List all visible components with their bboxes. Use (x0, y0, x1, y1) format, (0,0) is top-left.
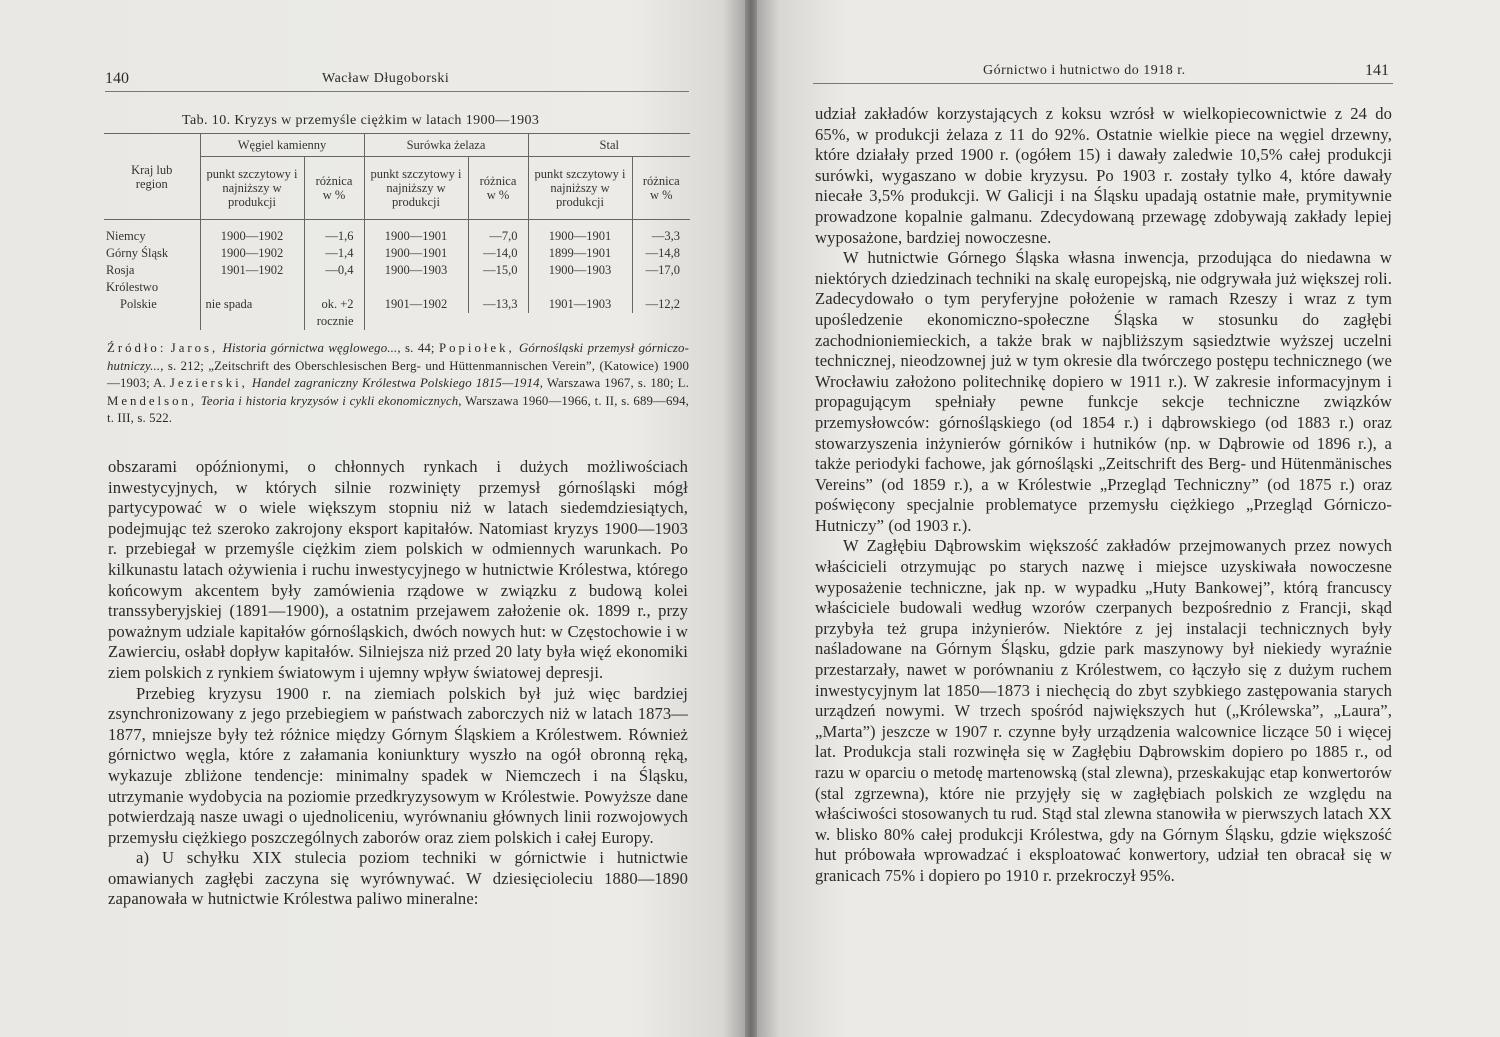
source-text: , s. 44; (397, 341, 435, 355)
table-cell (528, 279, 632, 296)
table-cell: 1900—1901 (528, 220, 632, 246)
table-cell: 1900—1902 (200, 245, 304, 262)
table-cell: 1900—1901 (364, 220, 468, 246)
table-cell: 1901—1902 (364, 296, 468, 313)
paragraph: W Zagłębiu Dąbrowskim większość zakładów przejmowanych przez nowych właścicieli otrzymując po starych nazwę i miejsce uzyskiwała nowoczesne wyposażenie techniczne, jak np. w wypadku „Huty Bankowej”, którą francuscy właściciele budowali według wzorów czerpanych bezpośrednio z Francji, skąd przybyła też grupa inżynierów. Niektóre z jej instalacji technicznych były naśladowane na Górnym Śląsku, gdzie park maszynowy był niekiedy wyraźnie przestarzały, nawet w porównaniu z Królestwem, co łączyło się z dużym ruchem inwestycyjnym lat 1850—1873 i niechęcią do zbyt szybkiego zastępowania starych urządzeń nowymi. W trzech spośród największych hut („Królewska”, „Laura”, „Marta”) jeszcze w 1907 r. czynne były urządzenia walcownice liczące 50 i więcej lat. Produkcja stali rozwinęła się w Zagłębiu Dąbrowskim dopiero po 1885 r., od razu w oparciu o metodę martenowską (stal zlewna), przeskakując etap konwertorów (stal zgrzewna), które nie przyjęły się w zagłębiach polskich ze względu na właściwości stosowanych tu rud. Stąd stal zlewna stanowiła w pierwszych latach XX w. blisko 80% całej produkcji Królestwa, gdy na Górnym Śląsku, gdzie większość hut próbowała wprowadzać i eksploatować konwertory, udział ten obracał się w granicach 75% i dopiero po 1910 r. przekroczył 95%. (815, 536, 1392, 885)
source-title: Teoria i historia kryzysów i cykli ekonomicznych, (200, 393, 462, 408)
row-region: Górny Śląsk (106, 246, 169, 260)
table-cell: —1,4 (304, 245, 364, 262)
table-cell (632, 279, 690, 296)
table-cell: —7,0 (468, 220, 528, 246)
table-source-note (107, 340, 689, 428)
table-cell: ok. +2 (304, 296, 364, 313)
sub-header-peak-coal: punkt szczytowy i najniższy w produkcji (200, 157, 304, 220)
table-cell: 1900—1902 (200, 220, 304, 246)
row-region: Niemcy (106, 229, 146, 243)
col-header-region: Kraj lub region (104, 134, 200, 220)
table-row (104, 262, 690, 279)
table-row (104, 220, 690, 246)
table-cell (364, 313, 468, 330)
table-cell: rocznie (304, 313, 364, 330)
source-text: , s. 212; „Zeitschrift des Oberschlesischen Berg- und Hüttenmannischen Verein”, (Katowice) 1900—1903; A. (107, 358, 689, 391)
table-cell: —3,3 (632, 220, 690, 246)
table-cell: —13,3 (468, 296, 528, 313)
table-cell: 1900—1903 (364, 262, 468, 279)
table-cell (200, 279, 304, 296)
sub-header-peak-iron: punkt szczytowy i najniższy w produkcji (364, 157, 468, 220)
right-body-text (815, 104, 1392, 887)
sub-header-diff-iron: różnica w % (468, 157, 528, 220)
table-cell (528, 313, 632, 330)
right-head-rule (813, 83, 1393, 84)
table-cell (104, 313, 200, 330)
table-cell: —0,4 (304, 262, 364, 279)
table-cell: —14,8 (632, 245, 690, 262)
sub-header-diff-steel: różnica w % (632, 157, 690, 220)
table-cell (632, 313, 690, 330)
source-author: Popiołek, (438, 341, 515, 355)
book-gutter (745, 0, 757, 1037)
table-title: Tab. 10. Kryzys w przemyśle ciężkim w latach 1900—1903 (182, 113, 540, 128)
table-cell: —17,0 (632, 262, 690, 279)
table-cell (468, 313, 528, 330)
table-row (104, 279, 690, 296)
source-text: Warszawa 1967, s. 180; L. (546, 376, 689, 391)
table-row (104, 313, 690, 330)
sub-header-peak-steel: punkt szczytowy i najniższy w produkcji (528, 157, 632, 220)
table-cell: —1,6 (304, 220, 364, 246)
source-title: Handel zagraniczny Królestwa Polskiego 1815—1914, (251, 376, 544, 391)
table-cell: 1901—1902 (200, 262, 304, 279)
table-cell: —15,0 (468, 262, 528, 279)
row-region: Rosja (106, 263, 135, 277)
paragraph: a) U schyłku XIX stulecia poziom techniki w górnictwie i hutnictwie omawianych zagłębi zaczyna się wyrównywać. W dziesięcioleciu 1880—1890 zapanowała w hutnictwie Królestwa paliwo mineralne: (108, 848, 688, 909)
right-page (757, 0, 1500, 1037)
paragraph: udział zakładów korzystających z koksu wzrósł w wielkopiecownictwie z 24 do 65%, w produkcji żelaza z 11 do 92%. Ostatnie wielkie piece na węgiel drzewny, które działały przed 1900 r. (ogółem 15) i dawały zaledwie 10,5% całej produkcji surówki, wygaszano w dobie kryzysu. Po 1903 r. zostały tylko 4, które dawały niecałe 3,5% produkcji. W Galicji i na Śląsku upadają ostatnie małe, prymitywnie prowadzone kopalnie galmanu. Zdecydowaną przewagę zdobywają zakłady lepiej wyposażone, bardziej nowoczesne. (815, 104, 1392, 247)
table-cell (468, 279, 528, 296)
left-page-number: 140 (105, 70, 129, 87)
right-page-number: 141 (1365, 62, 1389, 79)
table-row (104, 245, 690, 262)
table-cell: 1901—1903 (528, 296, 632, 313)
left-running-head: Wacław Długoborski (322, 71, 450, 86)
table-cell: 1900—1901 (364, 245, 468, 262)
table-cell: nie spada (200, 296, 304, 313)
source-label: Źródło: (107, 341, 167, 355)
paragraph: W hutnictwie Górnego Śląska własna inwencja, przodująca do niedawna w niektórych dziedzinach techniki na skalę europejską, nie odgrywała już większej roli. Zadecydowało o tym peryferyjne położenie w ramach Rzeszy i wraz z tym upośledzenie ekonomiczno-społeczne Śląska w stosunku do zagłębi zachodnioniemieckich, a także brak w najbliższym sąsiedztwie wyższej uczelni technicznej, nieodzownej już w tym okresie dla twórczego postępu technicznego (we Wrocławiu założono politechnikę dopiero w 1911 r.). W zakresie informacyjnym i propagującym spełniały pewne funkcje sekcje techniczne związków przemysłowców: górnośląskiego (od 1854 r.) i dąbrowskiego (od 1883 r.) oraz stowarzyszenia inżynierów górników i hutników (np. w Dąbrowie od 1896 r.), a także periodyki fachowe, jak górnośląski „Zeitschrift des Berg- und Hütenmänisches Vereins” (od 1859 r.), a w Królestwie „Przegląd Techniczny” (od 1875 r.) oraz poświęcony specjalnie problematyce przemysłu ciężkiego „Przegląd Górniczo-Hutniczy” (od 1903 r.). (815, 248, 1392, 535)
crisis-table (104, 133, 690, 330)
source-text: Warszawa 1960—1966, t. II, s. 689—694, t. III, s. 522. (107, 393, 689, 426)
row-region: Polskie (120, 297, 157, 311)
source-title: Historia górnictwa węglowego... (222, 341, 398, 355)
source-author: Jaros, (170, 341, 219, 355)
table-cell: —12,2 (632, 296, 690, 313)
group-header-coal: Węgiel kamienny (200, 134, 364, 157)
paragraph: obszarami opóźnionymi, o chłonnych rynkach i dużych możliwościach inwestycyjnych, w których silnie rozwinięty przemysł górnośląski mógł partycypować w o wiele większym stopniu niż w latach siedemdziesiątych, podejmując też szeroko zakrojony eksport kapitałów. Natomiast kryzys 1900—1903 r. przebiegał w przemyśle ciężkim ziem polskich w odmiennych warunkach. Po kilkunastu latach ożywienia i ruchu inwestycyjnego w hutnictwie Królestwa, którego końcowym akcentem były zamówienia rządowe w związku z budową kolei transsyberyjskiej (1891—1900), a ostatnim przejawem założenie ok. 1899 r., przy poważnym udziale kapitałów górnośląskich, dwóch nowych hut: w Częstochowie i w Zawierciu, osłabł dopływ kapitałów. Silniejsza niż przed 20 laty była więź ekonomiki ziem polskich z rynkiem światowym i ujemny wpływ światowej depresji. (108, 457, 688, 682)
left-body-text (108, 457, 688, 910)
group-header-steel: Stal (528, 134, 690, 157)
table-cell: —14,0 (468, 245, 528, 262)
table-cell (304, 279, 364, 296)
table-cell: 1900—1903 (528, 262, 632, 279)
right-running-head: Górnictwo i hutnictwo do 1918 r. (983, 63, 1186, 78)
source-author: Jezierski, (169, 376, 248, 391)
group-header-pig-iron: Surówka żelaza (364, 134, 528, 157)
left-head-rule (105, 91, 689, 92)
source-title: Górnośląski przemysł górniczo-hutniczy... (107, 341, 690, 373)
table-cell: 1899—1901 (528, 245, 632, 262)
sub-header-diff-coal: różnica w % (304, 157, 364, 220)
row-region: Królestwo (106, 280, 159, 294)
source-author: Mendelson, (107, 393, 198, 408)
paragraph: Przebieg kryzysu 1900 r. na ziemiach polskich był już więc bardziej zsynchronizowany z jego przebiegiem w państwach zaborczych niż w latach 1873—1877, mniejsze były też różnice między Górnym Śląskiem a Królestwem. Również górnictwo węgla, które z załamania koniunktury wyszło na ogół obronną ręką, wykazuje zbliżone tendencje: minimalny spadek w Niemczech i na Śląsku, utrzymanie wydobycia na poziomie przedkryzysowym w Królestwie. Powyższe dane potwierdzają nasze uwagi o ujednoliceniu, wyrównaniu głównych linii rozwojowych przemysłu ciężkiego poszczególnych zaborów oraz ziem polskich i całej Europy. (108, 683, 688, 847)
table-cell (364, 279, 468, 296)
left-page (0, 0, 745, 1037)
table-row (104, 296, 690, 313)
table-cell (200, 313, 304, 330)
